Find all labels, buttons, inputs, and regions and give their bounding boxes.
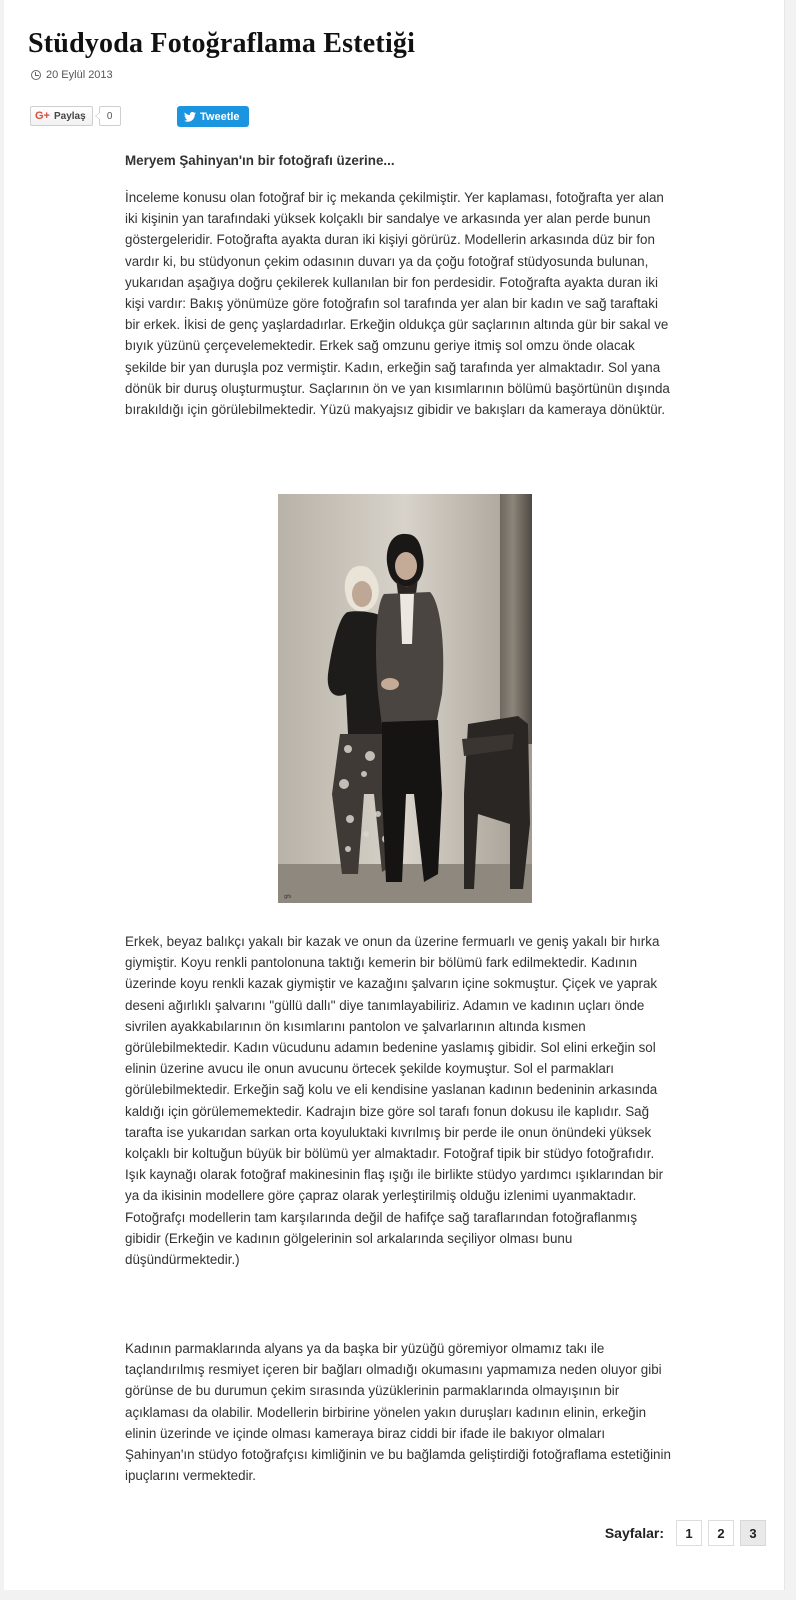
- paragraph: [125, 931, 671, 1270]
- paragraph: [125, 1338, 671, 1486]
- tweet-label: Tweetle: [200, 110, 240, 123]
- article-date: 20 Eylül 2013: [46, 69, 113, 81]
- paragraph: [125, 187, 671, 420]
- page-link-2[interactable]: 2: [708, 1520, 734, 1546]
- gplus-share-count: 0: [99, 106, 121, 126]
- google-plus-icon: G+: [35, 110, 50, 122]
- pagination-label: Sayfalar:: [604, 1525, 664, 1541]
- svg-text:gfs: gfs: [284, 894, 292, 900]
- tweet-button[interactable]: [177, 106, 249, 127]
- twitter-bird-icon: [184, 112, 196, 122]
- page-link-1[interactable]: 1: [676, 1520, 702, 1546]
- page-link-3-current: 3: [740, 1520, 766, 1546]
- paragraph-text: İnceleme konusu olan fotoğraf bir iç mekanda çekilmiştir. Yer kaplaması, fotoğrafta yer alan iki kişinin yan tarafındaki yüksek kolçaklı bir sandalye ve arkasında yer alan perde bunun göstergeleridir. Fotoğrafta ayakta duran iki kişiyi görürüz. Modellerin arkasında düz bir fon vardır ki, bu stüdyonun çekim odasının duvarı ya da çoğu fotoğraf stüdyosunda bulunan, yukarıdan aşağıya doğru çekilerek kullanılan bir fon perdesidir. Fotoğrafta ayakta duran iki kişi vardır: Bakış yönümüze göre fotoğrafın sol tarafında yer alan bir kadın ve sağ taraftaki bir erkek. İkisi de genç yaşlardadırlar. Erkeğin oldukça gür saçlarının altında gür bir sakal ve bıyık yüzünü çerçevelemektedir. Erkek sağ omzunu geriye itmiş sol omzu önde olacak şekilde bir yan duruşla poz vermiştir. Kadın, erkeğin sağ tarafında yer almaktadır. Sol yana dönük bir duruş oluşturmuştur. Saçlarının ön ve yan kısımlarının bölümü başörtünün dışında bırakıldığı için görülebilmektedir. Yüzü makyajsız gibidir ve bakışları da kameraya dönüktür.: [125, 190, 670, 418]
- article-page: [4, 0, 785, 1590]
- paragraph-text: Erkek, beyaz balıkçı yakalı bir kazak ve onun da üzerine fermuarlı ve geniş yakalı bir hırka giymiştir. Koyu renkli pantolonuna taktığı kemerin bir bölümü fark edilmektedir. Kadının üzerinde koyu renkli kazak giymiştir ve kazağını şalvarın içine sokmuştur. Çiçek ve yaprak deseni ağırlıklı şalvarını "güllü dallı" diye tanımlayabiliriz. Adamın ve kadının uçları önde sivrilen ayakkabılarının ön kısımlarını pantolon ve şalvarlarının altında kısmen görülebilmektedir. Kadın vücudunu adamın bedenine yaslamış gibidir. Sol elini erkeğin sol elinin üzerine avucu ile onun avucunu örtecek şekilde koymuştur. Sol el parmakları görülebilmektedir. Erkeğin sağ kolu ve eli kendisine yaslanan kadının bedeninin arkasında kaldığı için görülememektedir. Kadrajın bize göre sol tarafı fonun dokusu ile kaplıdır. Sağ tarafta ise yukarıdan sarkan orta koyuluktaki kıvrılmış bir perde ile onun önündeki yüksek kolçaklı bir koltuğun büyük bir bölümü yer almaktadır. Fotoğraf tipik bir stüdyo fotoğrafıdır. Işık kaynağı olarak fotoğraf makinesinin flaş ışığı ile birlikte stüdyo yardımcı ışıklarından bir ya da ikisinin modellere göre çapraz olarak yerleştirilmiş olduğu izlenimi uyanmaktadır. Fotoğrafçı modellerin tam karşılarında değil de hafifçe sağ taraflarından fotoğraflanmış gibidir (Erkeğin ve kadının gölgelerinin sol arkalarında seçiliyor olması bunu düşündürmektedir.): [125, 934, 664, 1268]
- studio-portrait-image: [278, 494, 532, 903]
- gplus-share-button[interactable]: [30, 106, 93, 126]
- gplus-share: [30, 106, 121, 126]
- article-photo: [278, 494, 532, 903]
- pagination: [605, 1520, 766, 1546]
- gplus-share-label: Paylaş: [53, 110, 86, 122]
- clock-icon: [31, 70, 41, 80]
- paragraph-text: Kadının parmaklarında alyans ya da başka bir yüzüğü göremiyor olmamız takı ile taçlandırılmış resmiyet içeren bir bağları olmadığı okumasını yapmamıza neden oluyor gibi görünse de bu durumun çekim sırasında yüzüklerinin parmaklarında olmayışının bir açıklaması da olabilir. Modellerin birbirine yönelen yakın duruşları kadının elinin, erkeğin elinin üzerinde ve içinde olması kameraya biraz ciddi bir ifade ile bakıyor olmaları Şahinyan'ın stüdyo fotoğrafçısı kimliğinin ve bu bağlamda geliştirdiği fotoğraflama estetiğinin ipuçlarını vermektedir.: [125, 1341, 671, 1484]
- article-intro: Meryem Şahinyan'ın bir fotoğrafı üzerine...: [125, 153, 395, 168]
- article-meta: [31, 69, 113, 81]
- article-title: Stüdyoda Fotoğraflama Estetiği: [28, 28, 416, 59]
